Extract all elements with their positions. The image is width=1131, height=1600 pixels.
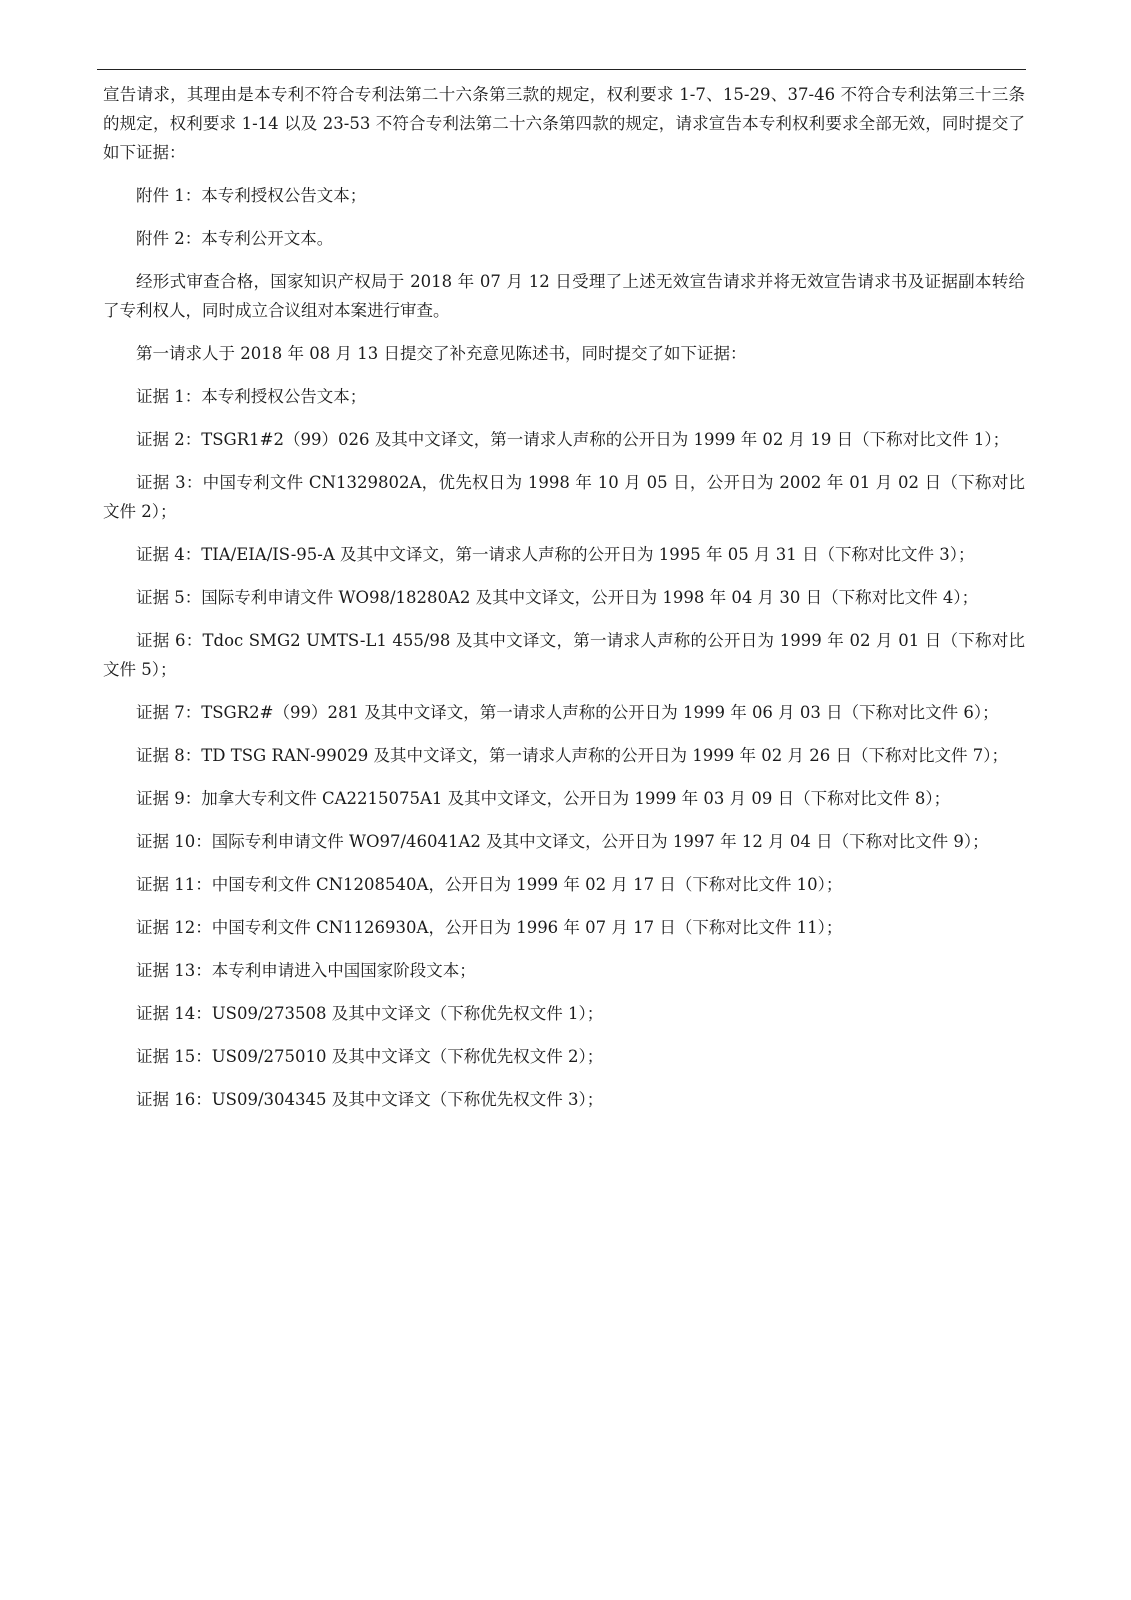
document-body — [103, 80, 1025, 1128]
paragraph-evidence-8: 证据 8：TD TSG RAN-99029 及其中文译文，第一请求人声称的公开日为 1999 年 02 月 26 日（下称对比文件 7）； — [136, 746, 1008, 765]
paragraph-evidence-6: 证据 6：Tdoc SMG2 UMTS-L1 455/98 及其中文译文，第一请求人声称的公开日为 1999 年 02 月 01 日（下称对比文件 5）； — [103, 631, 1025, 679]
paragraph-invalidation-grounds: 宣告请求，其理由是本专利不符合专利法第二十六条第三款的规定，权利要求 1-7、15-29、37-46 不符合专利法第三十三条的规定，权利要求 1-14 以及 23-53 不符合专利法第二十六条第四款的规定，请求宣告本专利权利要求全部无效，同时提交了如下证据： — [103, 85, 1025, 162]
paragraph-evidence-12: 证据 12：中国专利文件 CN1126930A，公开日为 1996 年 07 月 17 日（下称对比文件 11）； — [136, 918, 843, 937]
paragraph-evidence-1: 证据 1：本专利授权公告文本； — [136, 387, 367, 406]
paragraph-evidence-13: 证据 13：本专利申请进入中国国家阶段文本； — [136, 961, 476, 980]
paragraph-evidence-5: 证据 5：国际专利申请文件 WO98/18280A2 及其中文译文，公开日为 1998 年 04 月 30 日（下称对比文件 4）； — [136, 588, 979, 607]
paragraph-evidence-10: 证据 10：国际专利申请文件 WO97/46041A2 及其中文译文，公开日为 1997 年 12 月 04 日（下称对比文件 9）； — [136, 832, 989, 851]
paragraph-evidence-2: 证据 2：TSGR1#2（99）026 及其中文译文，第一请求人声称的公开日为 1999 年 02 月 19 日（下称对比文件 1）； — [136, 430, 1010, 449]
paragraph-evidence-9: 证据 9：加拿大专利文件 CA2215075A1 及其中文译文，公开日为 1999 年 03 月 09 日（下称对比文件 8）； — [136, 789, 951, 808]
paragraph-supplementary-statement: 第一请求人于 2018 年 08 月 13 日提交了补充意见陈述书，同时提交了如下证据： — [136, 344, 747, 363]
paragraph-evidence-3: 证据 3：中国专利文件 CN1329802A，优先权日为 1998 年 10 月 05 日，公开日为 2002 年 01 月 02 日（下称对比文件 2）； — [103, 473, 1025, 521]
paragraph-evidence-15: 证据 15：US09/275010 及其中文译文（下称优先权文件 2）； — [136, 1047, 604, 1066]
paragraph-evidence-11: 证据 11：中国专利文件 CN1208540A，公开日为 1999 年 02 月 17 日（下称对比文件 10）； — [136, 875, 843, 894]
paragraph-attachment-1: 附件 1：本专利授权公告文本； — [136, 186, 367, 205]
paragraph-evidence-4: 证据 4：TIA/EIA/IS-95-A 及其中文译文，第一请求人声称的公开日为 1995 年 05 月 31 日（下称对比文件 3）； — [136, 545, 975, 564]
paragraph-attachment-2: 附件 2：本专利公开文本。 — [136, 229, 334, 248]
paragraph-evidence-7: 证据 7：TSGR2#（99）281 及其中文译文，第一请求人声称的公开日为 1999 年 06 月 03 日（下称对比文件 6）； — [136, 703, 999, 722]
paragraph-evidence-14: 证据 14：US09/273508 及其中文译文（下称优先权文件 1）； — [136, 1004, 604, 1023]
paragraph-evidence-16: 证据 16：US09/304345 及其中文译文（下称优先权文件 3）； — [136, 1090, 604, 1109]
header-rule — [97, 69, 1026, 70]
paragraph-formal-review: 经形式审查合格，国家知识产权局于 2018 年 07 月 12 日受理了上述无效宣告请求并将无效宣告请求书及证据副本转给了专利权人，同时成立合议组对本案进行审查。 — [103, 272, 1025, 320]
